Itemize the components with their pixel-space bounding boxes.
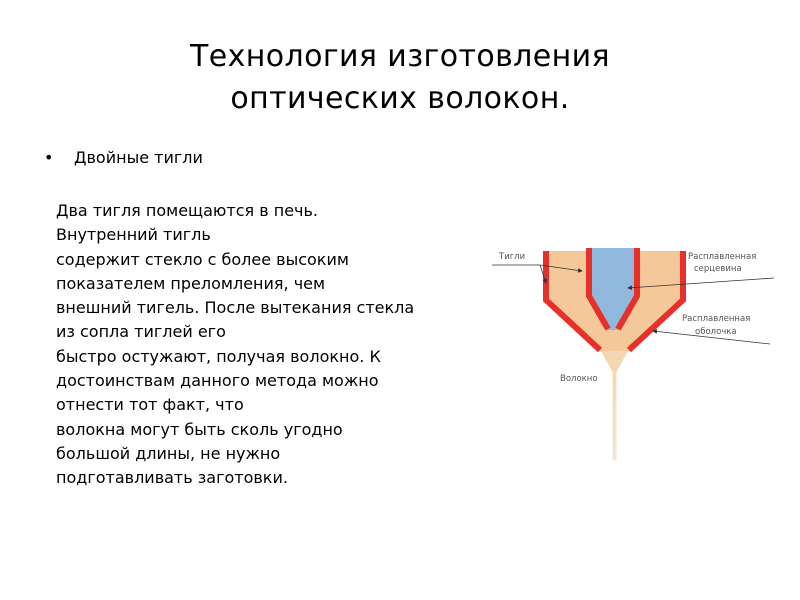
body-line: подготавливать заготовки. xyxy=(56,468,288,488)
label-crucibles: Тигли xyxy=(499,252,526,262)
label-fiber: Волокно xyxy=(560,374,598,384)
bullet-item xyxy=(44,147,203,169)
bullet-marker: • xyxy=(44,148,54,167)
title-line-1: Технология изготовления xyxy=(190,39,610,74)
title-line-2: оптических волокон. xyxy=(230,81,570,116)
body-line: отнести тот факт, что xyxy=(56,395,244,415)
fiber-draw-cone xyxy=(601,351,628,373)
body-line: из сопла тиглей его xyxy=(56,322,226,342)
body-line: Два тигля помещаются в печь. xyxy=(56,201,319,220)
body-line: Внутренний тигль xyxy=(56,225,211,245)
double-crucible-diagram xyxy=(488,238,778,468)
label-molten-core-1: Расплавленная xyxy=(688,252,757,262)
body-line: содержит стекло с более высоким xyxy=(56,249,349,269)
body-line: волокна могут быть сколь угодно xyxy=(56,419,343,439)
body-line: быстро остужают, получая волокно. К xyxy=(56,346,381,366)
label-molten-cladding-1: Расплавленная xyxy=(682,314,751,324)
body-paragraph xyxy=(56,199,516,491)
body-line: достоинствам данного метода можно xyxy=(56,371,379,391)
bullet-text: Двойные тигли xyxy=(74,148,203,167)
label-molten-cladding-2: оболочка xyxy=(695,327,737,337)
fiber xyxy=(613,370,617,460)
slide-title xyxy=(100,36,700,120)
label-molten-core-2: серцевина xyxy=(694,264,742,274)
body-line: показателем преломления, чем xyxy=(56,273,326,293)
body-line: большой длины, не нужно xyxy=(56,443,281,463)
body-line: внешний тигель. После вытекания стекла xyxy=(56,298,415,318)
